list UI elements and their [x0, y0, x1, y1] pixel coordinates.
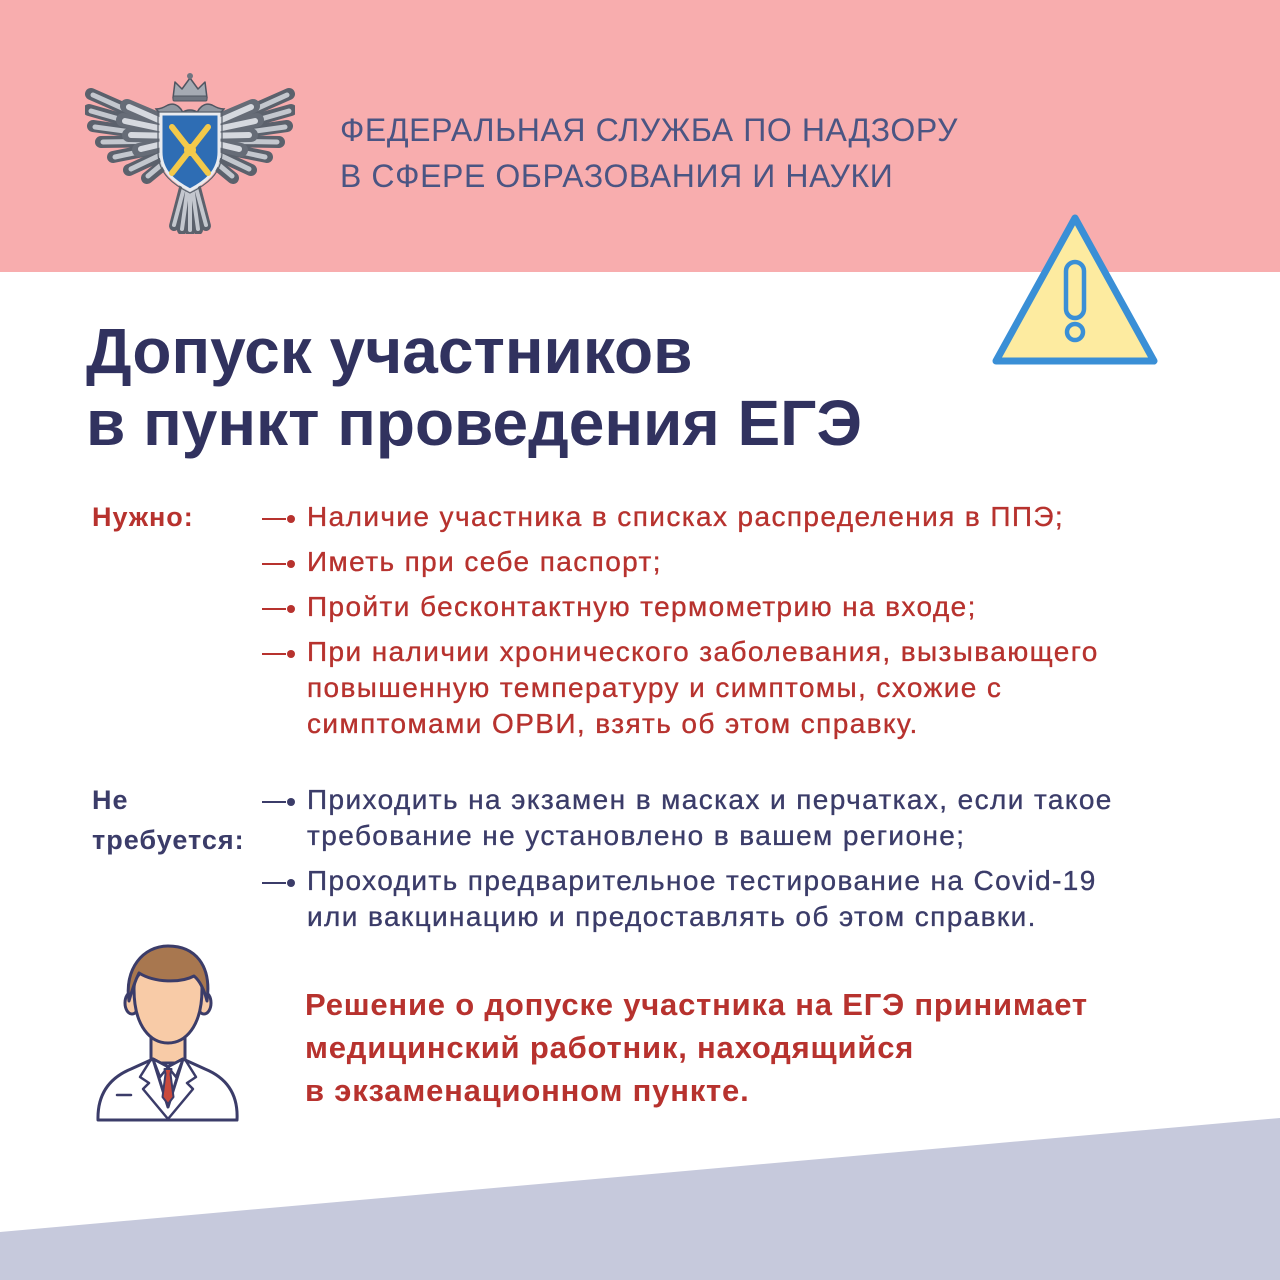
list-item — [307, 499, 1099, 535]
doctor-icon — [95, 943, 240, 1123]
bullet-arrow-icon — [262, 801, 286, 803]
bullet-arrow-icon — [262, 882, 286, 884]
list-item-line: повышенную температуру и симптомы, схожие с — [307, 672, 1003, 703]
not-required-label — [92, 780, 245, 860]
decision-text — [305, 983, 1088, 1112]
organization-name — [340, 107, 958, 199]
not-required-label-line: Не — [92, 785, 129, 815]
list-item — [307, 634, 1099, 742]
decision-text-line: в экзаменационном пункте. — [305, 1073, 750, 1108]
list-item-line: Пройти бесконтактную термометрию на входе; — [307, 591, 977, 622]
bottom-band — [0, 1118, 1280, 1280]
rosobrnadzor-emblem-icon — [85, 72, 295, 234]
page-title — [86, 315, 862, 459]
list-item-line: Наличие участника в списках распределения в ППЭ; — [307, 501, 1065, 532]
list-item-line: При наличии хронического заболевания, вызывающего — [307, 636, 1099, 667]
warning-triangle-icon — [990, 212, 1160, 368]
page-title-line: в пункт проведения ЕГЭ — [86, 387, 862, 459]
list-item — [307, 544, 1099, 580]
list-item — [307, 589, 1099, 625]
list-item-line: симптомами ОРВИ, взять об этом справку. — [307, 708, 919, 739]
decision-text-line: медицинский работник, находящийся — [305, 1030, 915, 1065]
organization-name-line: ФЕДЕРАЛЬНАЯ СЛУЖБА ПО НАДЗОРУ — [340, 112, 959, 148]
list-item — [307, 782, 1113, 854]
list-item — [307, 863, 1113, 935]
bullet-arrow-icon — [262, 608, 286, 610]
list-item-line: Иметь при себе паспорт; — [307, 546, 662, 577]
list-item-line: Приходить на экзамен в масках и перчатках, если такое — [307, 784, 1113, 815]
list-item-line: или вакцинацию и предоставлять об этом справки. — [307, 901, 1037, 932]
bullet-arrow-icon — [262, 653, 286, 655]
not-required-list — [307, 782, 1113, 944]
required-label: Нужно: — [92, 502, 194, 532]
required-list — [307, 499, 1099, 751]
page-title-line: Допуск участников — [86, 315, 693, 387]
list-item-line: Проходить предварительное тестирование на Covid-19 — [307, 865, 1097, 896]
bullet-arrow-icon — [262, 563, 286, 565]
not-required-label-line: требуется: — [92, 825, 245, 855]
bullet-arrow-icon — [262, 518, 286, 520]
decision-text-line: Решение о допуске участника на ЕГЭ принимает — [305, 987, 1088, 1022]
organization-name-line: В СФЕРЕ ОБРАЗОВАНИЯ И НАУКИ — [340, 158, 894, 194]
list-item-line: требование не установлено в вашем регионе; — [307, 820, 966, 851]
